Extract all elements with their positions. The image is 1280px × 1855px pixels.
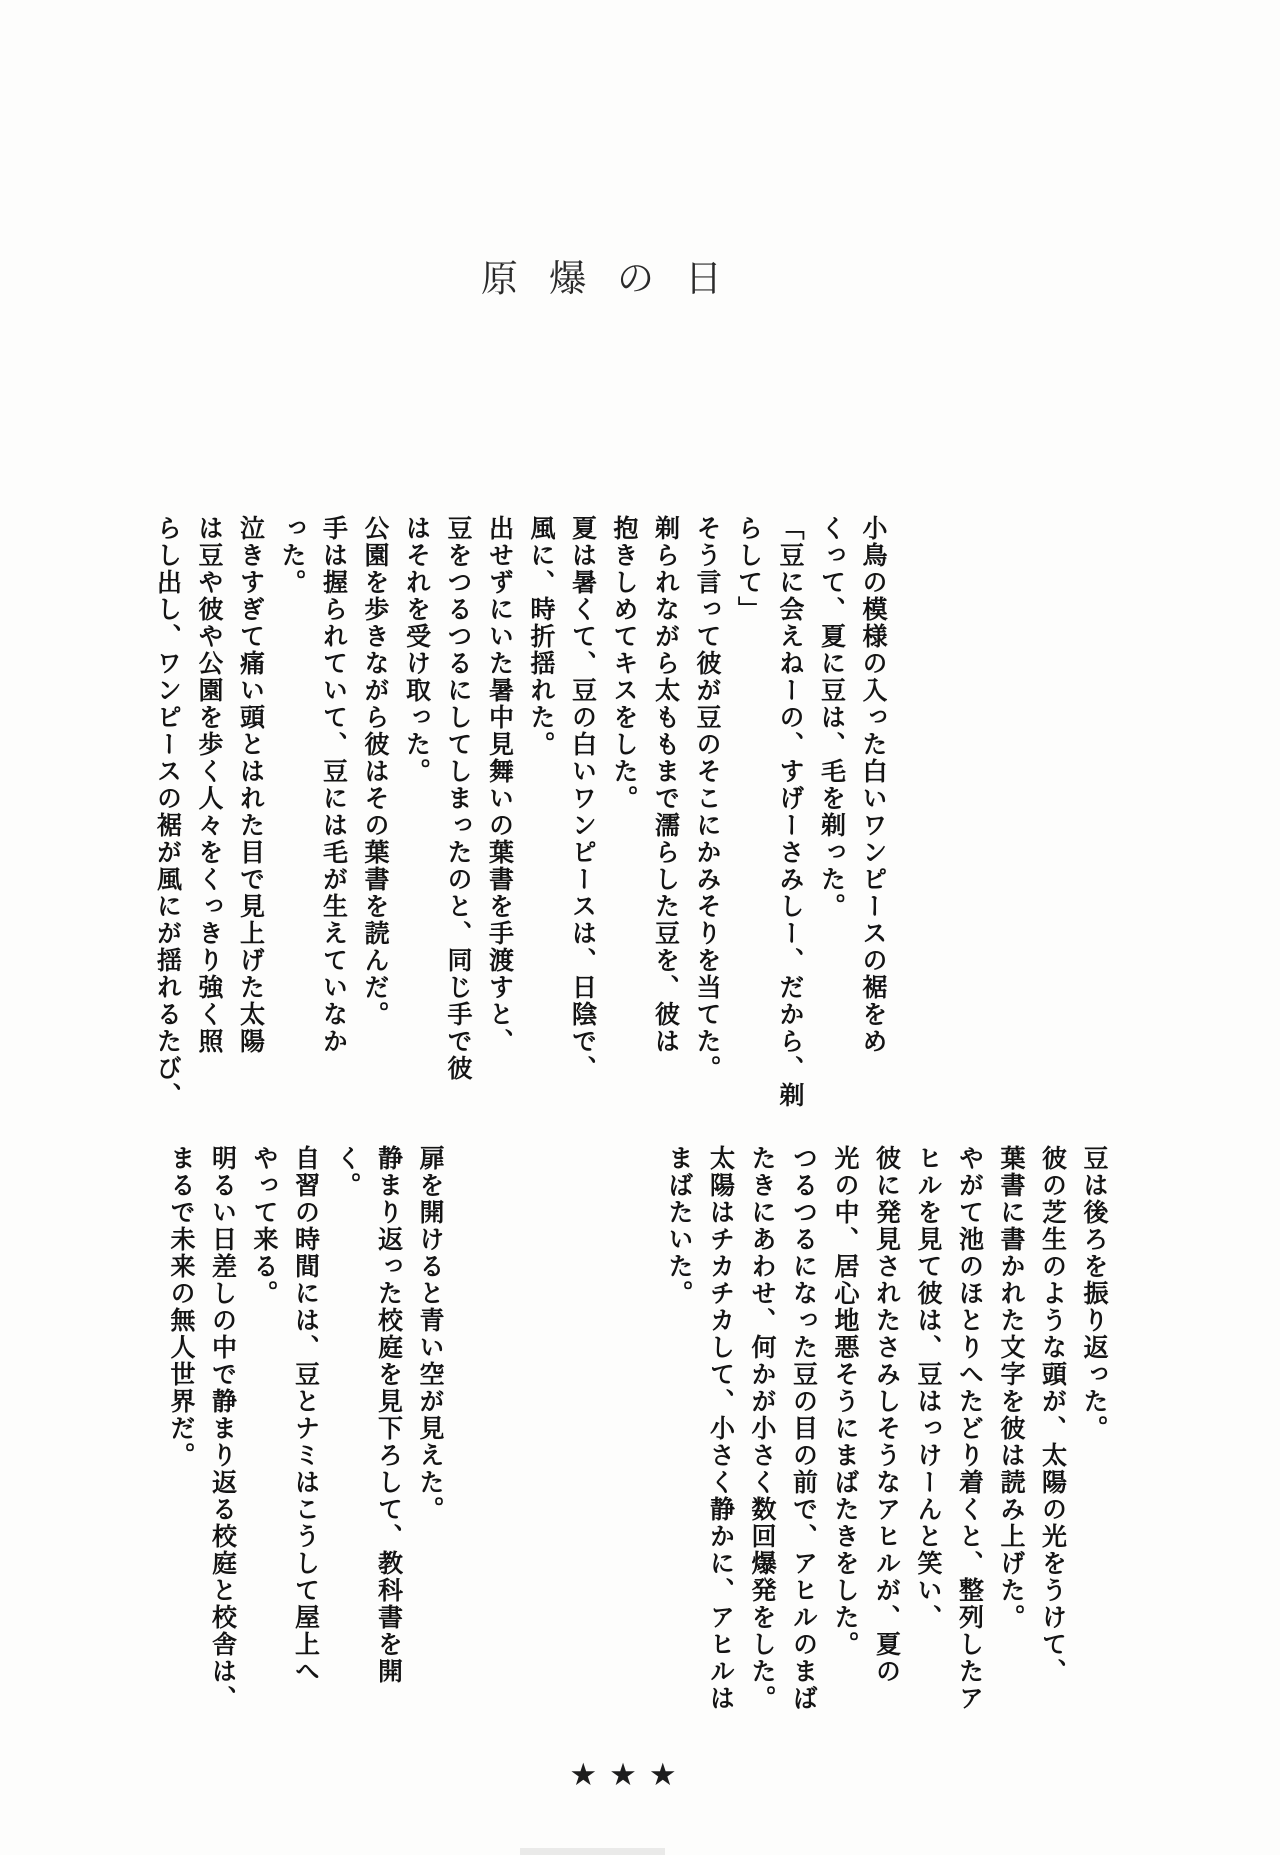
text-column: 公園を歩きながら彼はその葉書を読んだ。 bbox=[361, 515, 390, 1028]
text-column bbox=[451, 1145, 493, 1705]
text-column: 彼に発見されたさみしそうなアヒルが、夏の bbox=[872, 1145, 902, 1685]
text-column: 太陽はチカチカして、小さく静かに、アヒルは bbox=[706, 1145, 736, 1712]
text-column: 夏は暑くて、豆の白いワンピースは、日陰で、 bbox=[568, 515, 598, 1082]
section-divider-stars bbox=[0, 1757, 1258, 1793]
text-column: らして」 bbox=[734, 515, 764, 623]
text-column: 「豆に会えねーの、すげーさみしー、だから、剃 bbox=[776, 515, 805, 1109]
text-column bbox=[534, 1145, 576, 1705]
text-column: たきにあわせ、何かが小さく数回爆発をした。 bbox=[748, 1145, 777, 1712]
text-column: つるつるになった豆の目の前で、アヒルのまば bbox=[789, 1145, 819, 1712]
text-column bbox=[493, 1145, 535, 1705]
text-column: 扉を開けると青い空が見えた。 bbox=[416, 1145, 445, 1523]
text-column: 光の中、居心地悪そうにまばたきをした。 bbox=[831, 1145, 860, 1658]
text-column: ヒルを見て彼は、豆はっけーんと笑い、 bbox=[914, 1145, 943, 1631]
text-column: 剃られながら太ももまで濡らした豆を、彼は bbox=[651, 515, 681, 1055]
text-column: はそれを受け取った。 bbox=[402, 515, 432, 785]
text-column: く。 bbox=[333, 1145, 362, 1199]
text-column: 自習の時間には、豆とナミはこうして屋上へ bbox=[291, 1145, 321, 1685]
star-icons: ★★★ bbox=[569, 1757, 689, 1793]
text-column: 彼の芝生のような頭が、太陽の光をうけて、 bbox=[1038, 1145, 1068, 1685]
text-column: まるで未来の無人世界だ。 bbox=[167, 1145, 196, 1469]
text-column: 泣きすぎて痛い頭とはれた目で見上げた太陽 bbox=[236, 515, 266, 1055]
text-column: 小鳥の模様の入った白いワンピースの裾をめ bbox=[859, 515, 888, 1055]
text-column: った。 bbox=[278, 515, 307, 596]
text-column: 手は握られていて、豆には毛が生えていなか bbox=[319, 515, 349, 1055]
text-column: そう言って彼が豆のそこにかみそりを当てた。 bbox=[693, 515, 722, 1082]
text-column: 出せずにいた暑中見舞いの葉書を手渡すと、 bbox=[485, 515, 515, 1055]
story-block-top bbox=[147, 515, 894, 1109]
text-column: は豆や彼や公園を歩く人々をくっきり強く照 bbox=[195, 515, 224, 1055]
text-column: やって来る。 bbox=[250, 1145, 279, 1307]
text-column bbox=[576, 1145, 618, 1705]
text-column: やがて池のほとりへたどり着くと、整列したア bbox=[955, 1145, 985, 1712]
page-title: 原爆の日 bbox=[481, 257, 753, 300]
text-column bbox=[617, 1145, 659, 1705]
text-column: 葉書に書かれた文字を彼は読み上げた。 bbox=[997, 1145, 1026, 1631]
scan-artifact bbox=[520, 1848, 665, 1855]
text-column: 明るい日差しの中で静まり返る校庭と校舎は、 bbox=[208, 1145, 238, 1712]
text-column: 抱きしめてキスをした。 bbox=[610, 515, 639, 812]
story-block-bottom bbox=[160, 1145, 1115, 1712]
text-column: 豆をつるつるにしてしまったのと、同じ手で彼 bbox=[444, 515, 473, 1082]
text-column: くって、夏に豆は、毛を剃った。 bbox=[817, 515, 847, 920]
text-column: 風に、時折揺れた。 bbox=[527, 515, 556, 758]
text-column: まばたいた。 bbox=[665, 1145, 694, 1307]
text-column: 静まり返った校庭を見下ろして、教科書を開 bbox=[374, 1145, 404, 1685]
text-column: らし出し、ワンピースの裾が風にが揺れるたび、 bbox=[153, 515, 183, 1109]
text-column: 豆は後ろを振り返った。 bbox=[1080, 1145, 1109, 1442]
